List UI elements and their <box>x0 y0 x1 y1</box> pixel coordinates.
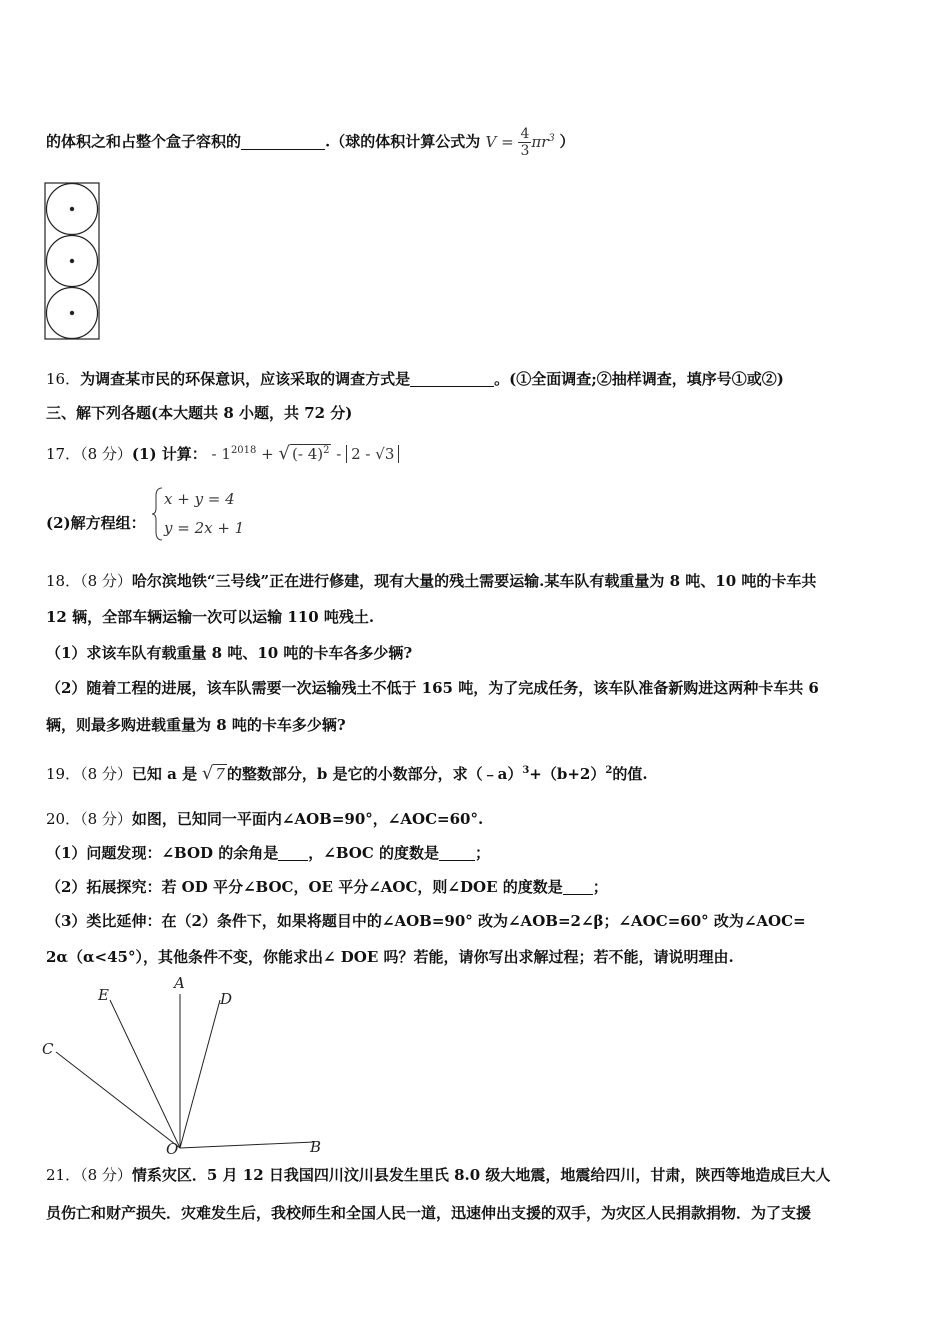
q20-sub1 <box>46 842 490 864</box>
label-A: A <box>174 974 185 992</box>
exponent: 2 <box>605 765 613 776</box>
question-16 <box>46 368 784 390</box>
radicand-text: (- 4) <box>292 445 324 463</box>
question-number: 16． <box>46 370 81 388</box>
system-brace-icon <box>152 486 164 542</box>
question-20-intro <box>46 808 483 830</box>
q21-text: 情系灾区．5 月 12 日我国四川汶川县发生里氏 8.0 级大地震，地震给四川，甘肃，陕西等地造成巨大人 <box>131 1166 831 1184</box>
q18-sub2-line1: （2）随着工程的进展，该车队需要一次运输残土不低于 165 吨，为了完成任务，该车队准备新购进这两种卡车共 6 <box>46 679 819 697</box>
q21-line2: 员伤亡和财产损失．灾难发生后，我校师生和全国人民一道，迅速伸出支援的双手，为灾区人民捐款捐物．为了支援 <box>46 1204 812 1222</box>
sqrt-radicand <box>290 444 331 463</box>
radicand-exponent: 2 <box>323 445 330 456</box>
expr-op: - <box>336 445 342 463</box>
label-B: B <box>310 1138 322 1156</box>
sqrt-sign: √ <box>278 443 291 464</box>
q16-text: 为调查某市民的环保意识，应该采取的调查方式是 <box>80 370 411 388</box>
q20-sub1-text-c: ； <box>475 844 491 862</box>
q19-text-d: 的值. <box>612 765 648 783</box>
ray-OB <box>180 1142 314 1148</box>
question-19 <box>46 760 648 785</box>
label-O: O <box>166 1140 179 1158</box>
q20-sub3-line1: （3）类比延伸：在（2）条件下，如果将题目中的∠AOB=90° 改为∠AOB=2∠β；∠AOC=60° 改为∠AOC= <box>46 912 806 930</box>
question-17-part1 <box>46 440 399 465</box>
question-number: 19． <box>46 765 81 783</box>
q20-sub2-text-b: ； <box>592 878 608 896</box>
q20-sub2-text-a: （2）拓展探究：若 OD 平分∠BOC，OE 平分∠AOC，则∠DOE 的度数是 <box>46 878 563 896</box>
sphere-center-dot <box>70 311 74 315</box>
formula-exponent: 3 <box>548 132 555 144</box>
q16-options: 。(①全面调查;②抽样调查，填序号①或②) <box>494 370 784 388</box>
exponent: 3 <box>522 765 530 776</box>
q15-text-after: .（球的体积计算公式为 <box>325 132 481 151</box>
equation-1: x + y = 4 <box>164 490 235 508</box>
label-E: E <box>98 986 109 1004</box>
q20-sub1-blank-2[interactable] <box>439 844 475 861</box>
q19-text-c: +（b+2） <box>529 765 606 783</box>
sphere-volume-formula <box>485 126 559 159</box>
q15-answer-blank[interactable] <box>241 133 325 150</box>
formula-denominator: 3 <box>520 143 530 159</box>
angle-diagram <box>36 972 336 1162</box>
equation-2: y = 2x + 1 <box>164 519 245 537</box>
question-number: 18． <box>46 572 81 590</box>
formula-lhs: V = <box>485 132 514 151</box>
q15-text-before: 的体积之和占整个盒子容积的 <box>46 132 242 151</box>
q19-text-a: 已知 a 是 <box>131 765 198 783</box>
expr-term: - 1 <box>211 445 231 463</box>
q20-intro-text: 如图，已知同一平面内∠AOB=90°，∠AOC=60°. <box>131 810 484 828</box>
q17-part1-label: (1) 计算： <box>131 445 207 463</box>
formula-rhs: πr <box>531 132 549 151</box>
sqrt-sign: √ <box>201 763 214 784</box>
q20-sub2 <box>46 876 608 898</box>
q15-tail-line <box>46 126 575 159</box>
q18-sub2-line2: 辆，则最多购进载重量为 8 吨的卡车多少辆? <box>46 716 346 734</box>
q20-sub3-line2: 2α（α<45°），其他条件不变，你能求出∠ DOE 吗？若能，请你写出求解过程；若不能，请说明理由. <box>46 948 734 966</box>
formula-fraction <box>518 126 531 159</box>
q16-answer-blank[interactable] <box>410 370 494 387</box>
q17-expression <box>212 445 400 463</box>
q19-text-b: 的整数部分，b 是它的小数部分，求（﹣a） <box>226 765 523 783</box>
question-score: （8 分） <box>80 572 132 590</box>
sphere-center-dot <box>70 259 74 263</box>
ray-OE <box>110 1000 180 1148</box>
q20-sub1-text-a: （1）问题发现：∠BOD 的余角是 <box>46 844 279 862</box>
q20-sub2-blank[interactable] <box>563 878 593 895</box>
q18-line2: 12 辆，全部车辆运输一次可以运输 110 吨残土. <box>46 608 375 626</box>
sqrt-radicand: 7 <box>215 765 225 783</box>
section-title: 三、解下列各题(本大题共 8 小题，共 72 分) <box>46 404 353 422</box>
label-D: D <box>220 990 233 1008</box>
ray-OC <box>56 1052 180 1148</box>
question-score: （8 分） <box>80 810 132 828</box>
box-with-spheres-figure <box>44 182 102 342</box>
question-21-line1 <box>46 1164 830 1186</box>
question-number: 17． <box>46 445 81 463</box>
q20-sub1-text-b: ，∠BOC 的度数是 <box>308 844 440 862</box>
ray-OD <box>180 1000 220 1148</box>
expr-exponent: 2018 <box>230 445 257 456</box>
q17-part2-label: (2)解方程组： <box>46 514 146 532</box>
q18-text: 哈尔滨地铁“三号线”正在进行修建，现有大量的残土需要运输.某车队有载重量为 8 吨、10 吨的卡车共 <box>131 572 817 590</box>
question-score: （8 分） <box>80 1166 132 1184</box>
q18-sub1: （1）求该车队有载重量 8 吨、10 吨的卡车各多少辆? <box>46 644 413 662</box>
question-number: 20． <box>46 810 81 828</box>
q20-sub1-blank-1[interactable] <box>278 844 308 861</box>
sphere-center-dot <box>70 207 74 211</box>
expr-op: + <box>261 445 274 463</box>
formula-numerator: 4 <box>520 126 530 142</box>
abs-value-term: 2 - √3 <box>346 445 399 463</box>
question-number: 21． <box>46 1166 81 1184</box>
question-score: （8 分） <box>80 765 132 783</box>
question-score: （8 分） <box>80 445 132 463</box>
question-18-line1 <box>46 570 816 592</box>
label-C: C <box>42 1040 54 1058</box>
q15-close-paren: ） <box>559 132 575 151</box>
